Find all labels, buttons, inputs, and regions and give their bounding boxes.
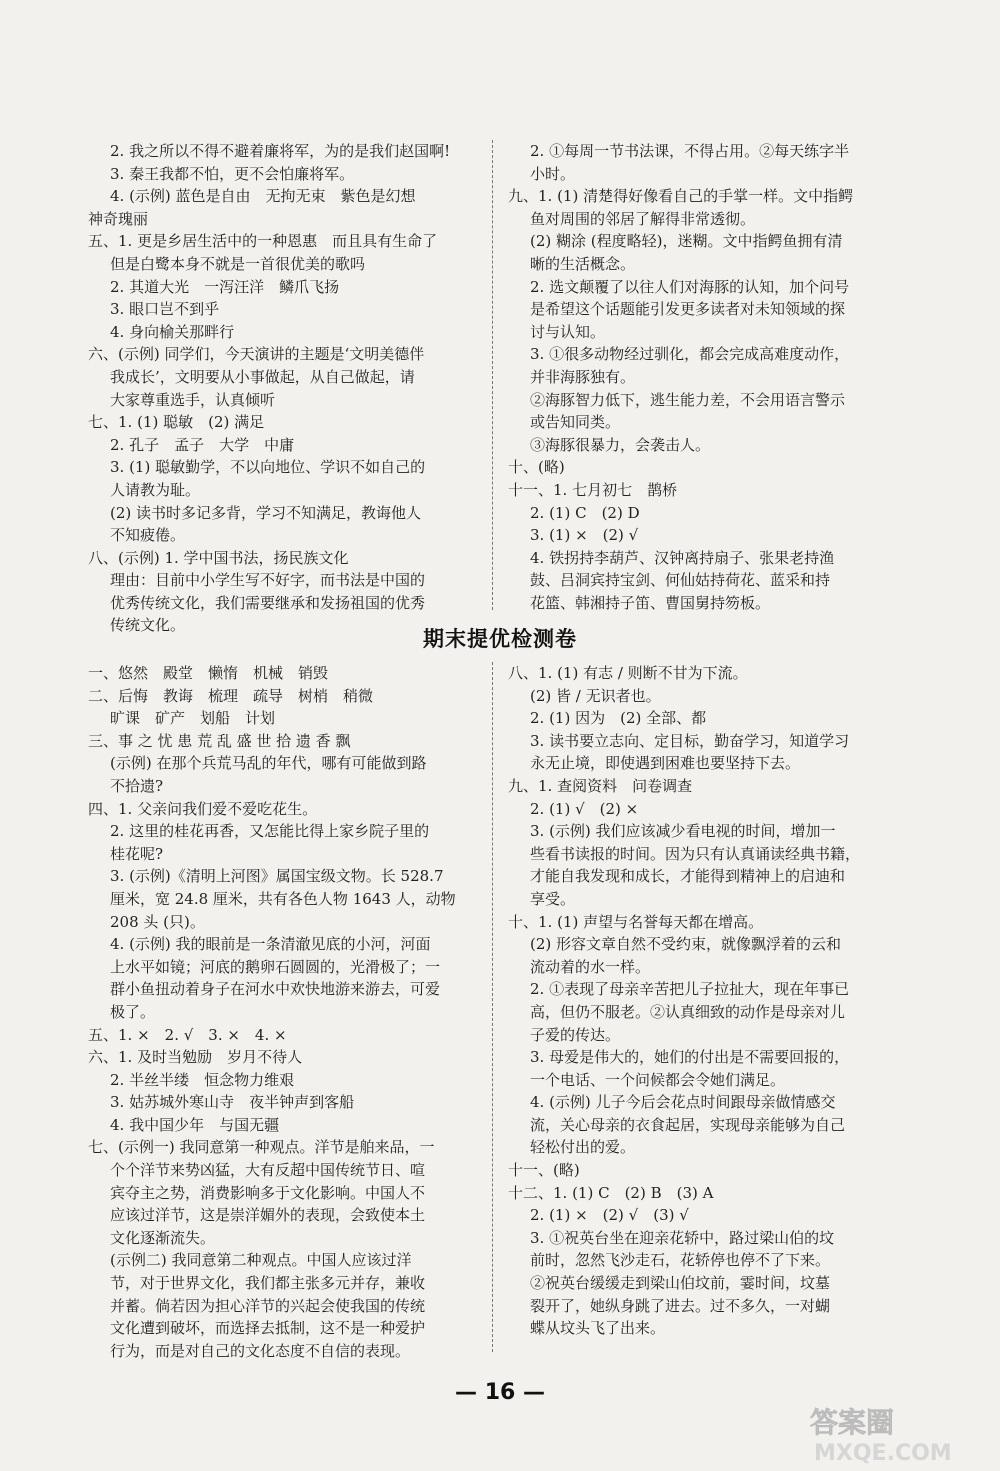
column-divider-bottom <box>492 662 493 1352</box>
answer-line: 六、1. 及时当勉励 岁月不待人 <box>88 1048 303 1067</box>
answer-line: 一个电话、一个问候都会令她们满足。 <box>530 1070 786 1089</box>
answer-line: 流，关心母亲的衣食起居，实现母亲能够为自己 <box>530 1115 846 1134</box>
answer-line: 才能自我发现和成长，才能得到精神上的启迪和 <box>530 867 846 886</box>
answer-line: 不知疲倦。 <box>110 526 186 545</box>
answer-line: 并蓄。倘若因为担心洋节的兴起会使我国的传统 <box>110 1296 426 1315</box>
answer-line: 八、1. (1) 有志 / 则断不甘为下流。 <box>508 664 748 682</box>
answer-line: 群小鱼扭动着身子在河水中欢快地游来游去，可爱 <box>110 980 441 999</box>
answer-line: 或告知同类。 <box>530 413 621 432</box>
answer-line: 3. (1) × (2) √ <box>530 526 639 545</box>
answer-line: (2) 皆 / 无识者也。 <box>530 686 661 705</box>
answer-line: 4. (示例) 蓝色是自由 无拘无束 紫色是幻想 <box>110 187 416 206</box>
answer-line: 花篮、韩湘持子笛、曹国舅持笏板。 <box>530 593 771 612</box>
answer-line: (示例二) 我同意第二种观点。中国人应该过洋 <box>110 1251 412 1270</box>
answer-line: 4. 身向榆关那畔行 <box>110 322 235 341</box>
answer-line: 大家尊重选手，认真倾听 <box>110 390 276 409</box>
answer-line: 五、1. × 2. √ 3. × 4. × <box>88 1025 287 1044</box>
answer-line: 小时。 <box>530 164 576 183</box>
answer-line: 208 头 (只)。 <box>110 912 205 931</box>
watermark-logo <box>806 1398 984 1466</box>
answer-line: 十二、1. (1) C (2) B (3) A <box>508 1183 714 1202</box>
bottom-left-column <box>88 662 488 1362</box>
answer-line: 九、1. 查阅资料 问卷调查 <box>508 776 693 795</box>
answer-line: 二、后悔 教诲 梳理 疏导 树梢 稍微 <box>88 686 374 705</box>
answer-line: (2) 形容文章自然不受约束，就像飘浮着的云和 <box>530 935 842 954</box>
answer-line: 鼓、吕洞宾持宝剑、何仙姑持荷花、蓝采和持 <box>530 571 831 590</box>
answer-line: 五、1. 更是乡居生活中的一种恩惠 而且具有生命了 <box>88 232 438 251</box>
answer-line: 3. 眼口岂不到乎 <box>110 300 220 319</box>
answer-line: 2. (1) √ (2) × <box>530 799 639 818</box>
section-heading: 期末提优检测卷 <box>423 627 577 651</box>
answer-line: 2. (1) × (2) √ (3) √ <box>530 1206 689 1225</box>
answer-line: 蝶从坟头飞了出来。 <box>530 1319 666 1338</box>
answer-line: 2. 孔子 孟子 大学 中庸 <box>110 435 295 454</box>
answer-line: 一、悠然 殿堂 懒惰 机械 销毁 <box>88 664 329 682</box>
answer-line: 桂花呢? <box>110 844 164 863</box>
answer-line: ②祝英台缓缓走到梁山伯坟前，霎时间，坟墓 <box>530 1274 831 1293</box>
answer-line: 理由：目前中小学生写不好字，而书法是中国的 <box>110 571 426 590</box>
top-left-column <box>88 140 488 637</box>
answer-line: 永无止境，即使遇到困难也要坚持下去。 <box>530 754 801 773</box>
answer-line: 3. (1) 聪敏勤学，不以向地位、学识不如自己的 <box>110 458 426 477</box>
column-divider-top <box>492 140 493 610</box>
answer-line: 七、(示例一) 我同意第一种观点。洋节是舶来品，一 <box>88 1138 435 1157</box>
answer-line: 十一、(略) <box>508 1161 580 1180</box>
answer-line: 2. 我之所以不得不避着廉将军，为的是我们赵国啊! <box>110 142 451 160</box>
answer-line: 传统文化。 <box>110 616 186 635</box>
answer-line: (2) 糊涂 (程度略轻)，迷糊。文中指鳄鱼拥有清 <box>530 232 843 251</box>
answer-line: 4. (示例) 我的眼前是一条清澈见底的小河，河面 <box>110 935 431 954</box>
answer-line: 十、1. (1) 声望与名誉每天都在增高。 <box>508 912 764 931</box>
answer-line: 并非海豚独有。 <box>530 367 636 386</box>
answer-line: 2. ①每周一节书法课，不得占用。②每天练字半 <box>530 142 850 160</box>
answer-line: 轻松付出的爱。 <box>530 1138 636 1157</box>
answer-line: 裂开了，她纵身跳了进去。过不多久，一对蝴 <box>530 1296 831 1315</box>
watermark-logo-mark: 答案圈 <box>810 1406 895 1439</box>
answer-line: 2. ①表现了母亲辛苦把儿子拉扯大，现在年事已 <box>530 980 850 999</box>
answer-line: 我成长’，文明要从小事做起，从自己做起，请 <box>110 367 415 386</box>
answer-line: (2) 读书时多记多背，学习不知满足，教诲他人 <box>110 503 422 522</box>
answer-line: 三、事 之 忧 患 荒 乱 盛 世 拾 遗 香 飘 <box>88 731 351 750</box>
page-number: — 16 — <box>455 1380 545 1405</box>
answer-line: 六、(示例) 同学们，今天演讲的主题是‘文明美德伴 <box>88 345 425 364</box>
answer-line: 不拾遗? <box>110 776 164 795</box>
answer-line: 应该过洋节，这是崇洋媚外的表现，会致使本土 <box>110 1206 426 1225</box>
answer-line: ③海豚很暴力，会袭击人。 <box>530 435 711 454</box>
answer-line: 2. 选文颠覆了以往人们对海豚的认知，加个问号 <box>530 277 850 296</box>
answer-line: 节，对于世界文化，我们都主张多元并存，兼收 <box>110 1274 426 1293</box>
answer-line: 2. 其道大光 一泻汪洋 鳞爪飞扬 <box>110 277 340 296</box>
answer-line: 4. (示例) 儿子今后会花点时间跟母亲做情感交 <box>530 1093 836 1112</box>
answer-line: 十一、1. 七月初七 鹊桥 <box>508 480 678 499</box>
answer-line: 3. 读书要立志向、定目标，勤奋学习，知道学习 <box>530 731 850 750</box>
answer-line: 4. 我中国少年 与国无疆 <box>110 1115 280 1134</box>
answer-line: 前时，忽然飞沙走石，花轿停也停不了下来。 <box>530 1251 831 1270</box>
answer-line: 文化遭到破坏，而选择去抵制，这不是一种爱护 <box>110 1319 426 1338</box>
answer-line: 但是白鹭本身不就是一首很优美的歌吗 <box>110 254 366 273</box>
answer-line: 2. 半丝半缕 恒念物力维艰 <box>110 1070 295 1089</box>
answer-line: 八、(示例) 1. 学中国书法，扬民族文化 <box>88 548 349 567</box>
answer-line: 宾夺主之势，消费影响多于文化影响。中国人不 <box>110 1183 426 1202</box>
answer-line: 晰的生活概念。 <box>530 254 636 273</box>
answer-line: 四、1. 父亲问我们爱不爱吃花生。 <box>88 799 318 818</box>
bottom-right-column <box>508 662 908 1340</box>
answer-line: 行为，而是对自己的文化态度不自信的表现。 <box>110 1341 411 1360</box>
answer-line: 高，但仍不服老。②认真细致的动作是母亲对儿 <box>530 1002 846 1021</box>
answer-line: (示例) 在那个兵荒马乱的年代，哪有可能做到路 <box>110 754 427 773</box>
answer-line: 3. 母爱是伟大的，她们的付出是不需要回报的， <box>530 1048 850 1067</box>
answer-line: 流动着的水一样。 <box>530 957 651 976</box>
answer-line: 旷课 矿产 划船 计划 <box>110 709 276 728</box>
answer-line: 人请教为耻。 <box>110 480 201 499</box>
answer-line: 3. (示例) 我们应该减少看电视的时间，增加一 <box>530 822 836 841</box>
answer-line: 优秀传统文化，我们需要继承和发扬祖国的优秀 <box>110 593 426 612</box>
answer-line: 十、(略) <box>508 458 565 477</box>
watermark-logo-url: MXQE.COM <box>814 1441 952 1466</box>
answer-line: 2. (1) C (2) D <box>530 503 640 522</box>
answer-line: 鱼对周围的邻居了解得非常透彻。 <box>530 209 756 228</box>
answer-line: 文化逐渐流失。 <box>110 1228 216 1247</box>
answer-line: 七、1. (1) 聪敏 (2) 满足 <box>88 413 265 432</box>
answer-line: 3. 姑苏城外寒山寺 夜半钟声到客船 <box>110 1093 355 1112</box>
answer-line: 上水平如镜；河底的鹅卵石圆圆的，光滑极了；一 <box>110 957 441 976</box>
answer-line: 九、1. (1) 清楚得好像看自己的手掌一样。文中指鳄 <box>508 187 854 206</box>
answer-line: 3. 秦王我都不怕，更不会怕廉将军。 <box>110 164 355 183</box>
answer-line: 享受。 <box>530 889 576 908</box>
answer-line: 是希望这个话题能引发更多读者对未知领域的探 <box>530 300 846 319</box>
answer-line: 个个洋节来势凶猛，大有反超中国传统节日、喧 <box>110 1161 426 1180</box>
answer-line: 3. (示例)《清明上河图》属国宝级文物。长 528.7 <box>110 867 444 886</box>
answer-line: 4. 铁拐持李葫芦、汉钟离持扇子、张果老持渔 <box>530 548 835 567</box>
answer-line: 3. ①祝英台坐在迎亲花轿中，路过梁山伯的坟 <box>530 1228 835 1247</box>
answer-line: 3. ①很多动物经过驯化，都会完成高难度动作， <box>530 345 850 364</box>
answer-line: 神奇瑰丽 <box>88 209 149 228</box>
answer-line: 2. (1) 因为 (2) 全部、都 <box>530 709 707 728</box>
answer-line: 子爱的传达。 <box>530 1025 621 1044</box>
answer-line: 讨与认知。 <box>530 322 606 341</box>
answer-line: 厘米，宽 24.8 厘米，共有各色人物 1643 人，动物 <box>110 889 456 908</box>
top-right-column <box>508 140 908 614</box>
answer-line: 极了。 <box>110 1002 156 1021</box>
answer-line: 2. 这里的桂花再香，又怎能比得上家乡院子里的 <box>110 822 430 841</box>
answer-line: ②海豚智力低下，逃生能力差，不会用语言警示 <box>530 390 846 409</box>
answer-line: 些看书读报的时间。因为只有认真诵读经典书籍， <box>530 844 861 863</box>
